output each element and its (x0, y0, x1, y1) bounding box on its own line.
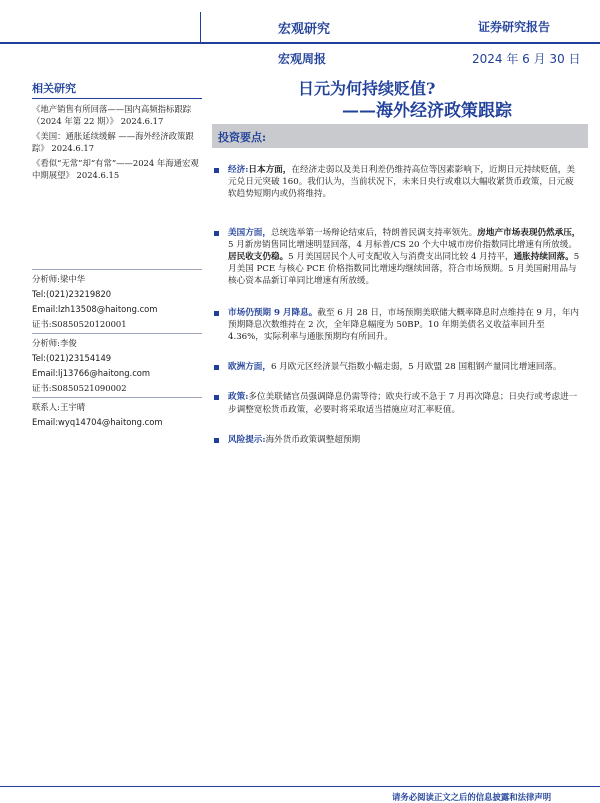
key-point-text: 海外货币政策调整超预期 (265, 434, 361, 445)
bullet-icon (214, 168, 219, 173)
key-points-heading: 投资要点: (218, 131, 267, 144)
related-title: 《看似“无常”却“有常”——2024 年海通宏观中期展望》 (32, 158, 199, 180)
footer-rule (0, 786, 600, 787)
analyst-name: 分析师:李俊 (32, 338, 77, 348)
bullet-icon (214, 365, 219, 370)
key-point-item (214, 391, 582, 415)
key-point-item (214, 434, 582, 446)
related-title: 《美国：通胀延续缓解 ——海外经济政策跟踪》 (32, 131, 194, 153)
key-point-item (214, 227, 582, 288)
bullet-icon (214, 231, 219, 236)
key-point-bold: 房地产市场表现仍然承压， (477, 227, 581, 238)
bullet-icon (214, 438, 219, 443)
contact-name: 联系人:王宇晴 (32, 402, 86, 412)
footer-disclaimer[interactable]: 请务必阅读正文之后的信息披露和法律声明 (392, 792, 552, 802)
key-point-bold: 日本方面， (248, 165, 292, 175)
key-point-item (214, 307, 582, 344)
key-point-label: 政策: (228, 392, 249, 403)
related-item[interactable] (32, 157, 202, 181)
analyst-name: 分析师:梁中华 (32, 274, 86, 284)
report-date: 2024 年 6 月 30 日 (472, 52, 581, 66)
header-rule (0, 42, 600, 44)
key-point-label: 美国方面， (228, 227, 271, 238)
header-title: 宏观研究 (278, 22, 331, 37)
sidebar-rule (32, 98, 202, 99)
key-point-label: 欧洲方面， (228, 362, 271, 373)
key-point-text: 多位美联储官员强调降息仍需等待；欧央行或不急于 7 月再次降息；日央行或考虑进一步调整宽松货币政策，必要时将采取适当措施应对汇率贬值。 (228, 392, 578, 415)
related-item[interactable] (32, 103, 202, 127)
bullet-icon (214, 311, 219, 316)
key-points-list (214, 164, 582, 446)
related-date: 2024.6.17 (51, 143, 95, 153)
main-title: 日元为何持续贬值? (298, 79, 436, 98)
key-point-text: 6 月欧元区经济景气指数小幅走弱，5 月欧盟 28 国粗钢产量同比增速回落。 (270, 362, 562, 373)
sidebar (32, 80, 202, 184)
key-point-text: 5 月新房销售同比增速明显回落，4 月标普/CS 20 个大中城市房价指数同比增速有所放缓。 (228, 239, 577, 250)
key-point-label: 市场仍预期 9 月降息。 (228, 307, 318, 318)
sub-title: ——海外经济政策跟踪 (342, 101, 512, 121)
analyst-divider (32, 269, 202, 270)
key-point-bold: 居民收支仍稳。 (228, 252, 289, 263)
report-type: 证券研究报告 (478, 20, 551, 34)
analyst-cert: 证书:S0850521090002 (32, 383, 127, 393)
key-point-item (214, 164, 582, 201)
key-point-text: 5 月美国居民个人可支配收入与消费支出同比较 4 月持平， (288, 252, 514, 263)
analyst-divider (32, 333, 202, 334)
key-point-label: 风险提示: (228, 434, 266, 445)
key-point-bold: 通胀持续回落。 (513, 252, 574, 263)
analyst-list (32, 268, 202, 430)
related-research-heading: 相关研究 (32, 82, 76, 95)
related-date: 2024.6.15 (76, 170, 120, 180)
analyst-cert: 证书:S0850520120001 (32, 319, 127, 329)
analyst-divider (32, 397, 202, 398)
key-point-label: 经济: (228, 165, 249, 175)
analyst-tel: Tel:(021)23219820 (32, 289, 112, 299)
analyst-email[interactable]: Email:lzh13508@haitong.com (32, 304, 158, 314)
related-date: 2024.6.17 (120, 116, 164, 126)
key-points-header (212, 124, 588, 148)
key-point-text: 截至 6 月 28 日，市场预期美联储大概率降息时点维持在 9 月，年内预期降息次数维持在 2 次，全年降息幅度为 50BP。10 年期美债名义收益率回升至 4.36%，实际利率与通胀预期均有所回升。 (228, 307, 580, 343)
contact-email[interactable]: Email:wyq14704@haitong.com (32, 417, 163, 427)
key-point-text: 在经济走弱以及美日利差仍维持高位等因素影响下，近期日元持续贬值，美元兑日元突破 160。我们认为，当前状况下，未来日央行或难以大幅收紧货币政策，日元疲软趋势短期内或仍将维持。 (228, 165, 575, 200)
key-point-item (214, 361, 582, 373)
key-point-text: 5 月美国 PCE 与核心 PCE 价格指数同比增速均继续回落，符合市场预期。5 月美国耐用品与核心资本品新订单同比增速有所放缓。 (228, 252, 580, 287)
related-item[interactable] (32, 130, 202, 154)
header-divider (200, 12, 201, 44)
related-title: 《地产销售有所回落——国内高频指标跟踪（2024 年第 22 期）》 (32, 104, 192, 126)
key-point-text: 总统选举第一场辩论结束后，特朗普民调支持率领先。 (270, 227, 478, 238)
bullet-icon (214, 395, 219, 400)
header-subtitle: 宏观周报 (278, 52, 327, 66)
analyst-email[interactable]: Email:lj13766@haitong.com (32, 368, 151, 378)
analyst-tel: Tel:(021)23154149 (32, 353, 112, 363)
